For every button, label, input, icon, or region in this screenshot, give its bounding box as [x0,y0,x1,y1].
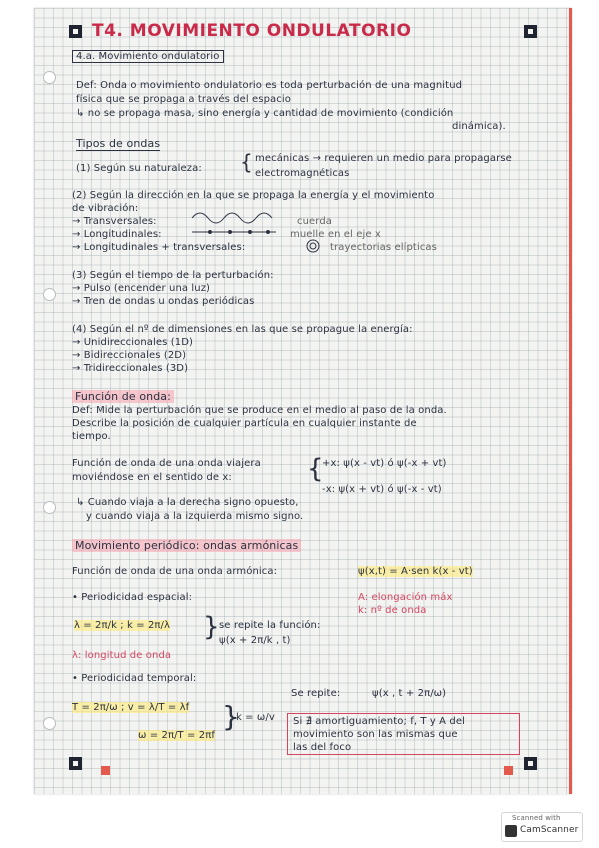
text-line: moviéndose en el sentido de x: [72,472,232,483]
definition-line: Def: Mide la perturbación que se produce en el medio al paso de la onda. [72,405,447,416]
page-title: T4. MOVIMIENTO ONDULATORIO [92,21,412,41]
formula: ψ(x,t) = A·sen k(x - vt) [358,566,473,577]
red-corner-mark [504,766,513,775]
binder-hole [43,288,56,301]
binder-hole [43,717,56,730]
type-heading: de vibración: [72,203,139,214]
type-option: → Longitudinales: [72,229,162,240]
note-line: Si ∄ amortiguamiento; f, T y A del [293,716,465,727]
scan-label: Scanned with [512,814,561,822]
example-label: cuerda [297,216,332,227]
note-line: las del foco [293,742,352,753]
definition-line: física que se propaga a través del espacio [76,94,291,105]
brace-icon: } [203,612,220,642]
type-option: mecánicas → requieren un medio para propagarse [255,153,512,164]
brace-icon: } [222,700,240,733]
formula: k = ω/v [236,712,275,723]
type-option: → Unidireccionales (1D) [72,337,194,348]
red-corner-mark [101,766,110,775]
definition-line: Describe la posición de cualquier partícula en cualquier instante de [72,418,417,429]
binder-hole [43,71,56,84]
definition-line: Def: Onda o movimiento ondulatorio es toda perturbación de una magnitud [76,80,463,91]
definition-line: k: nº de onda [358,605,427,616]
text-line: ↳ Cuando viaja a la derecha signo opuesto, [76,497,299,508]
text-line: Función de onda de una onda armónica: [72,566,278,577]
binder-hole [43,501,56,514]
subheading: Tipos de ondas [76,137,161,150]
type-heading: (3) Según el tiempo de la perturbación: [72,270,274,281]
corner-marker-icon [524,757,537,770]
type-option: → Transversales: [72,216,157,227]
transverse-wave-icon [190,210,280,226]
example-label: muelle en el eje x [290,229,381,240]
corner-marker-icon [69,25,82,38]
scan-brand: CamScanner [520,825,579,835]
type-option: → Pulso (encender una luz) [72,283,211,294]
formula: -x: ψ(x + vt) ó ψ(-x - vt) [322,484,442,495]
type-option: → Tridireccionales (3D) [72,363,189,374]
type-heading: (1) Según su naturaleza: [76,163,202,174]
section-heading: Función de onda: [72,390,174,403]
definition-line: ↳ no se propaga masa, sino energía y cantidad de movimiento (condición [76,108,454,119]
text-line: Se repite: [291,688,341,699]
type-option: electromagnéticas [255,168,350,179]
elliptic-orbit-icon [306,239,320,253]
subheading: • Periodicidad espacial: [72,592,193,603]
text-line: Función de onda de una onda viajera [72,458,261,469]
formula: T = 2π/ω ; v = λ/T = λf [72,702,190,713]
text-line: y cuando viaja a la izquierda mismo signo. [86,511,304,522]
formula: ψ(x + 2π/k , t) [219,635,291,646]
formula: λ = 2π/k ; k = 2π/λ [74,620,171,631]
note-line: movimiento son las mismas que [293,729,458,740]
subheading: • Periodicidad temporal: [72,673,197,684]
definition-line: λ: longitud de onda [72,650,172,661]
section-heading: 4.a. Movimiento ondulatorio [72,50,224,63]
type-heading: (2) Según la dirección en la que se propaga la energía y el movimiento [72,190,435,201]
corner-marker-icon [524,25,537,38]
example-label: trayectorias elípticas [330,242,437,253]
brace-icon: { [240,150,253,174]
type-option: → Tren de ondas u ondas periódicas [72,296,255,307]
definition-line: dinámica). [452,121,506,132]
definition-line: A: elongación máx [358,592,453,603]
formula: +x: ψ(x - vt) ó ψ(-x + vt) [322,458,447,469]
longitudinal-wave-icon [190,226,280,238]
definition-line: tiempo. [72,431,111,442]
camscanner-logo-icon [505,825,517,837]
camscanner-badge [501,812,583,842]
corner-marker-icon [69,757,82,770]
section-heading: Movimiento periódico: ondas armónicas [72,539,301,552]
formula: ψ(x , t + 2π/ω) [372,688,447,699]
brace-icon: { [307,454,324,484]
type-option: → Longitudinales + transversales: [72,242,246,253]
type-heading: (4) Según el nº de dimensiones en las que se propague la energía: [72,324,413,335]
type-option: → Bidireccionales (2D) [72,350,187,361]
text-line: se repite la función: [219,620,321,631]
formula: ω = 2π/T = 2πf [138,730,216,741]
